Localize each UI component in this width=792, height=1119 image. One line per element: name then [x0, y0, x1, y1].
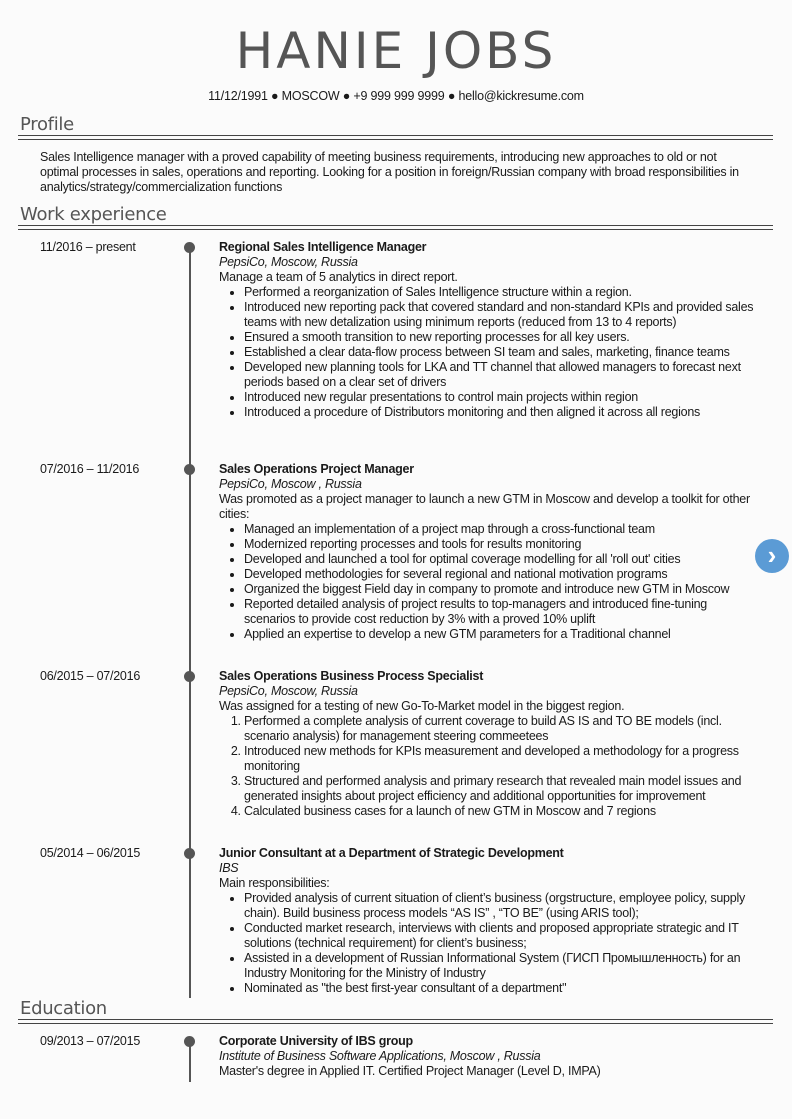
entry-intro: Main responsibilities:: [219, 876, 330, 890]
entry-company: IBS: [219, 861, 239, 875]
entry-content: [219, 1034, 759, 1079]
section-divider: [18, 225, 773, 230]
entry-date: 05/2014 – 06/2015: [40, 846, 141, 860]
timeline-dot: [184, 848, 195, 859]
entry-date: 06/2015 – 07/2016: [40, 669, 141, 683]
timeline-line: [189, 1042, 191, 1082]
entry-title: Junior Consultant at a Department of Strategic Development: [219, 846, 564, 860]
entry-date: 07/2016 – 11/2016: [40, 462, 140, 476]
section-divider: [18, 1019, 773, 1024]
entry-title: Sales Operations Business Process Specialist: [219, 669, 484, 683]
list-item: • Managed an implementation of a project map through a cross-functional team: [244, 522, 759, 537]
entry-intro: Was assigned for a testing of new Go-To-Market model in the biggest region.: [219, 699, 625, 713]
profile-text: Sales Intelligence manager with a proved capability of meeting business requirements, introducing new approaches to old or not optimal processes in sales, operations and reporting. Looking for a position in foreign/Russian company with broad responsibilities in analytics/strategy/commercialization functions: [40, 150, 739, 194]
list-item: 3. Structured and performed analysis and primary research that revealed main model issues and generated insights about project efficiency and additional opportunities for improvement: [244, 774, 759, 804]
list-item: • Established a clear data-flow process between SI team and sales, marketing, finance teams: [244, 345, 759, 360]
list-item: • Nominated as "the best first-year consultant of a department": [244, 981, 759, 996]
entry-content: [219, 846, 759, 996]
entry-content: [219, 669, 759, 819]
list-item: 1. Performed a complete analysis of current coverage to build AS IS and TO BE models (incl. scenario analysis) for management steering commeetees: [244, 714, 759, 744]
timeline-dot: [184, 464, 195, 475]
section-title-education: Education: [20, 998, 107, 1019]
entry-title: Regional Sales Intelligence Manager: [219, 240, 427, 254]
entry-date: 09/2013 – 07/2015: [40, 1034, 141, 1048]
list-item: • Applied an expertise to develop a new GTM parameters for a Traditional channel: [244, 627, 759, 642]
entry-intro: Manage a team of 5 analytics in direct report.: [219, 270, 458, 284]
list-item: • Performed a reorganization of Sales Intelligence structure within a region.: [244, 285, 759, 300]
list-item: • Reported detailed analysis of project results to top-managers and introduced fine-tuning scenarios to provide cost reduction by 3% with a proved 10% uplift: [244, 597, 759, 627]
entry-company: PepsiCo, Moscow, Russia: [219, 684, 358, 698]
next-page-button[interactable]: [755, 539, 789, 573]
list-item: • Introduced new regular presentations to control main projects within region: [244, 390, 759, 405]
list-item: • Developed new planning tools for LKA and TT channel that allowed managers to forecast next periods based on a clear set of drivers: [244, 360, 759, 390]
list-item: 4. Calculated business cases for a launch of new GTM in Moscow and 7 regions: [244, 804, 759, 819]
list-item: • Ensured a smooth transition to new reporting processes for all key users.: [244, 330, 759, 345]
entry-intro: Master's degree in Applied IT. Certified Project Manager (Level D, IMPA): [219, 1064, 601, 1078]
entry-list: [219, 522, 759, 642]
list-item: • Assisted in a development of Russian Informational System (ГИСП Промышленность) for an Industry Monitoring for the Ministry of Industry: [244, 951, 759, 981]
list-item: • Conducted market research, interviews with clients and proposed appropriate strategic and IT solutions (technical requirement) for client’s business;: [244, 921, 759, 951]
section-title-work: Work experience: [20, 204, 167, 225]
entry-list: [219, 285, 759, 420]
list-item: 2. Introduced new methods for KPIs measurement and developed a methodology for a progress monitoring: [244, 744, 759, 774]
entry-company: PepsiCo, Moscow , Russia: [219, 477, 362, 491]
entry-company: Institute of Business Software Applications, Moscow , Russia: [219, 1049, 541, 1063]
list-item: • Modernized reporting processes and tools for results monitoring: [244, 537, 759, 552]
chevron-right-icon: ›: [767, 540, 777, 570]
entry-intro: Was promoted as a project manager to launch a new GTM in Moscow and develop a toolkit for other cities:: [219, 492, 750, 521]
timeline-line: [189, 248, 191, 998]
entry-list: [219, 714, 759, 819]
entry-content: [219, 240, 759, 420]
list-item: • Introduced new reporting pack that covered standard and non-standard KPIs and provided sales teams with new detalization using minimum reports (reduced from 13 to 4 reports): [244, 300, 759, 330]
entry-title: Corporate University of IBS group: [219, 1034, 413, 1048]
entry-date: 11/2016 – present: [40, 240, 136, 254]
contact-line: 11/12/1991 ● MOSCOW ● +9 999 999 9999 ● hello@kickresume.com: [208, 89, 584, 103]
section-title-profile: Profile: [20, 114, 74, 135]
list-item: • Organized the biggest Field day in company to promote and introduce new GTM in Moscow: [244, 582, 759, 597]
list-item: • Developed methodologies for several regional and national motivation programs: [244, 567, 759, 582]
list-item: • Developed and launched a tool for optimal coverage modelling for all 'roll out' cities: [244, 552, 759, 567]
entry-title: Sales Operations Project Manager: [219, 462, 414, 476]
timeline-dot: [184, 1036, 195, 1047]
timeline-dot: [184, 671, 195, 682]
candidate-name: HANIE JOBS: [235, 22, 557, 80]
section-divider: [18, 135, 773, 140]
timeline-dot: [184, 242, 195, 253]
entry-list: [219, 891, 759, 996]
entry-content: [219, 462, 759, 642]
list-item: • Provided analysis of current situation of client’s business (orgstructure, employee policy, supply chain). Build business process models “AS IS” , “TO BE” (using ARIS tool);: [244, 891, 759, 921]
list-item: • Introduced a procedure of Distributors monitoring and then aligned it across all regions: [244, 405, 759, 420]
entry-company: PepsiCo, Moscow, Russia: [219, 255, 358, 269]
